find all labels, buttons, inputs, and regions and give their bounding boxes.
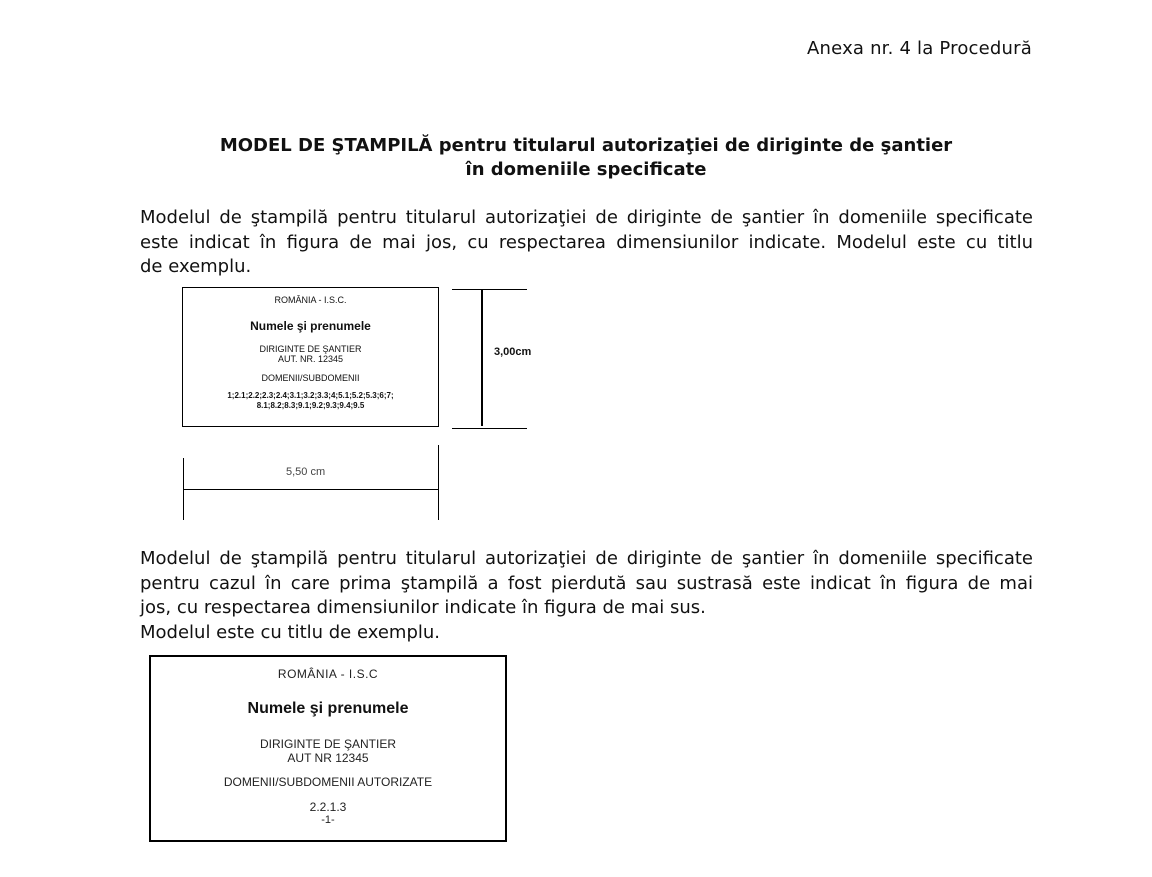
paragraph-line: este indicat în figura de mai jos, cu respectarea dimensiunilor indicate. Modelul este cu titlu: [140, 231, 1033, 253]
stamp-holder-name: Numele şi prenumele: [250, 319, 371, 333]
document-title: [0, 134, 1152, 182]
stamp-holder-name: Numele şi prenumele: [247, 700, 409, 717]
title-line-2: în domeniile specificate: [465, 159, 707, 180]
width-dimension-line: [183, 489, 439, 490]
paragraph-line: jos, cu respectarea dimensiunilor indicate în figura de mai sus.: [140, 597, 706, 618]
paragraph-2: [140, 547, 1033, 645]
paragraph-line: pentru cazul în care prima ştampilă a fost pierdută sau sustrasă este indicat în figura de mai: [140, 572, 1033, 594]
paragraph-line: Modelul de ştampilă pentru titularul autorizaţiei de diriginte de şantier în domeniile specificate: [140, 548, 1033, 569]
width-dimension-right-line: [438, 445, 439, 520]
stamp-domains-heading: DOMENII/SUBDOMENII AUTORIZATE: [223, 775, 433, 789]
paragraph-line: Modelul este cu titlu de exemplu.: [140, 621, 440, 643]
stamp-domain-codes: 8.1;8.2;8.3;9.1;9.2;9.3;9.4;9.5: [256, 401, 365, 410]
stamp-role: DIRIGINTE DE ŞANTIER: [259, 344, 362, 354]
height-dimension-bottom-line: [452, 428, 527, 429]
height-dimension-top-line: [452, 289, 527, 290]
stamp-model-2: [149, 655, 507, 842]
stamp-duplicate-number: -1-: [321, 814, 335, 826]
stamp-country: ROMÂNIA - I.S.C: [277, 667, 379, 681]
stamp-role: DIRIGINTE DE ŞANTIER: [259, 737, 396, 751]
title-line-1: MODEL DE ŞTAMPILĂ pentru titularul autorizaţiei de diriginte de şantier: [219, 135, 953, 156]
stamp-country: ROMÂNIA - I.S.C.: [274, 295, 347, 305]
stamp-domain-codes: 1;2.1;2.2;2.3;2.4;3.1;3.2;3.3;4;5.1;5.2;5.3;6;7;: [227, 391, 394, 400]
stamp-authorization-number: AUT NR 12345: [287, 751, 369, 765]
paragraph-line: Modelul de ştampilă pentru titularul autorizaţiei de diriginte de şantier în domeniile specificate: [140, 207, 1033, 228]
stamp-model-1: [182, 287, 439, 427]
paragraph-1: [140, 206, 1033, 280]
stamp-domains-heading: DOMENII/SUBDOMENII: [261, 373, 360, 383]
paragraph-line: de exemplu.: [140, 256, 252, 277]
annex-label: Anexa nr. 4 la Procedură: [806, 38, 1032, 59]
stamp-domain-code: 2.2.1.3: [309, 800, 347, 814]
height-dimension-line: [481, 289, 483, 426]
height-dimension-label: 3,00cm: [494, 346, 532, 358]
width-dimension-label: 5,50 cm: [286, 466, 326, 478]
stamp-authorization-number: AUT. NR. 12345: [277, 354, 344, 364]
